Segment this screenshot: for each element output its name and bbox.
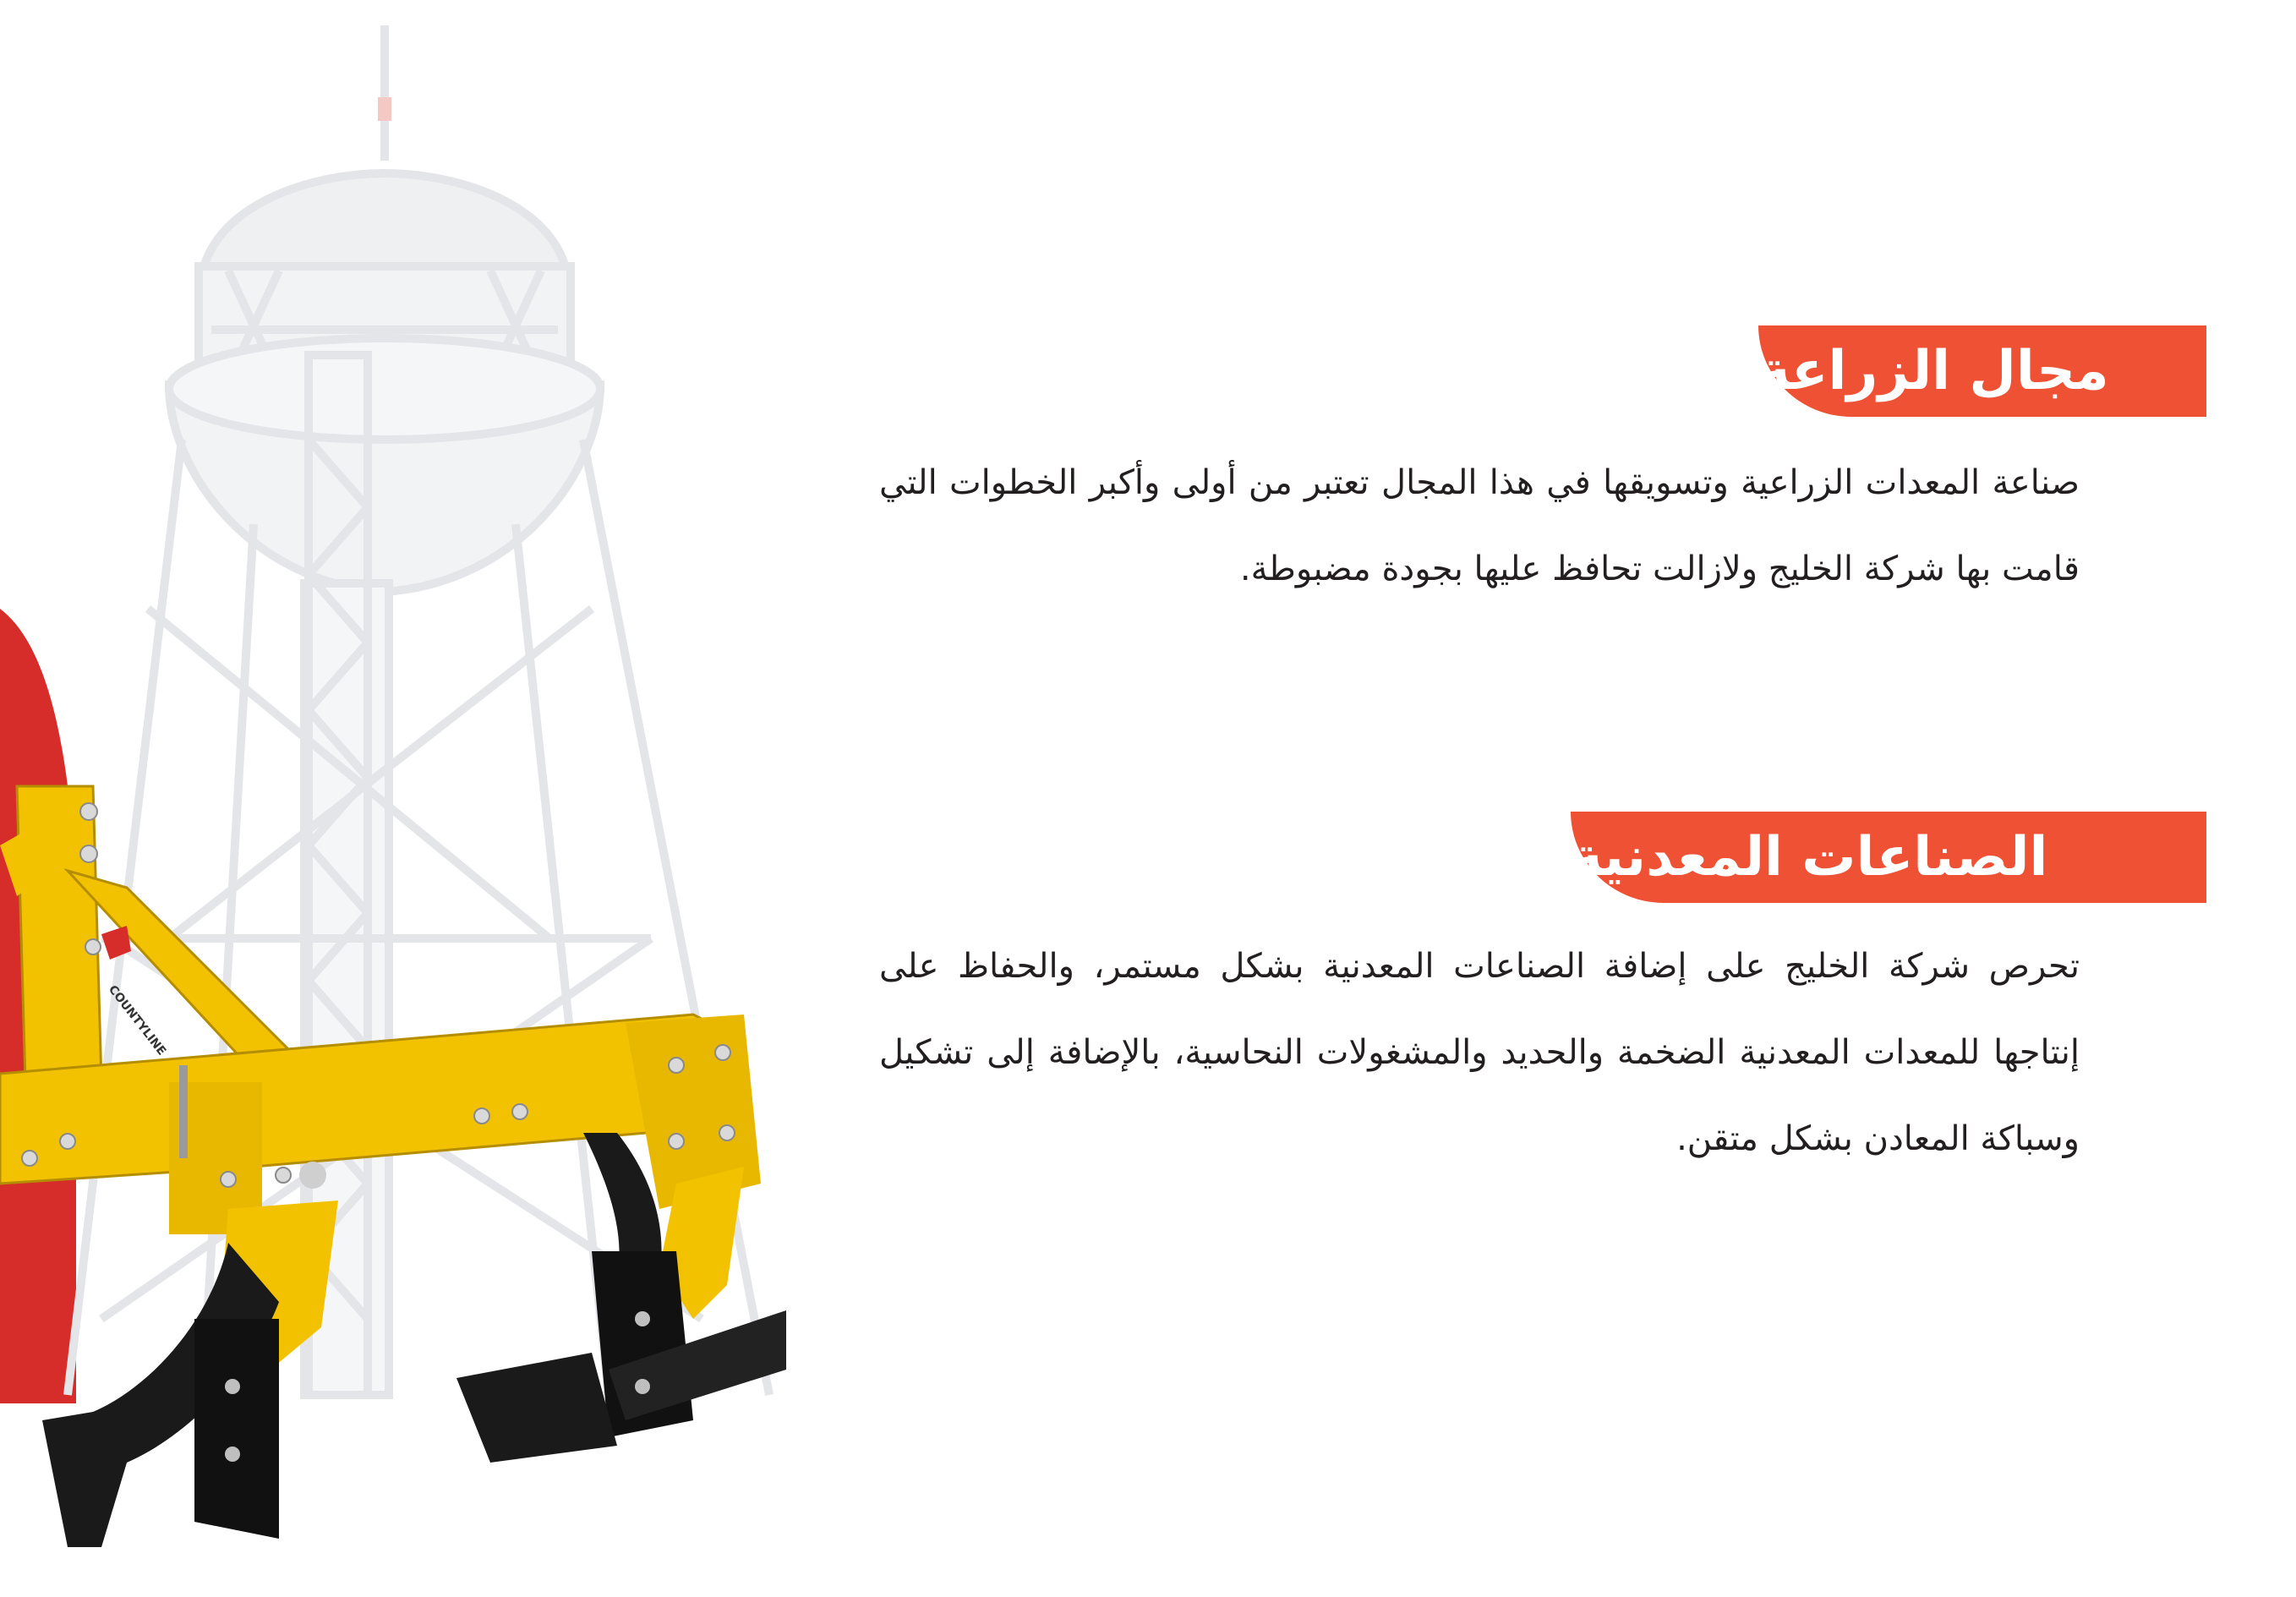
section-body-metal-industries: تحرص شركة الخليج على إضافة الصناعات المعدنية بشكل مستمر، والحفاظ على إنتاجها للمعدات المعدنية الضخمة والحديد والمشغولات النحاسية، بالإضافة إلى تشكيل وسباكة المعادن بشكل متقن.: [879, 947, 2080, 1158]
heading-metal-industries-text: الصناعات المعدنية: [1571, 826, 2048, 889]
section-body-agriculture: صناعة المعدات الزراعية وتسويقها في هذا المجال تعتبر من أولى وأكبر الخطوات التي قامت بها شركة الخليج ولازالت تحافظ عليها بجودة مضبوطة.: [879, 463, 2080, 588]
section-heading-agriculture: [1758, 325, 2206, 417]
heading-agriculture-text: مجال الزراعة: [1758, 340, 2109, 402]
brand-mark: COUNTYLINE: [105, 982, 169, 1058]
illustration: [0, 0, 812, 1597]
section-heading-metal-industries: [1571, 812, 2206, 903]
